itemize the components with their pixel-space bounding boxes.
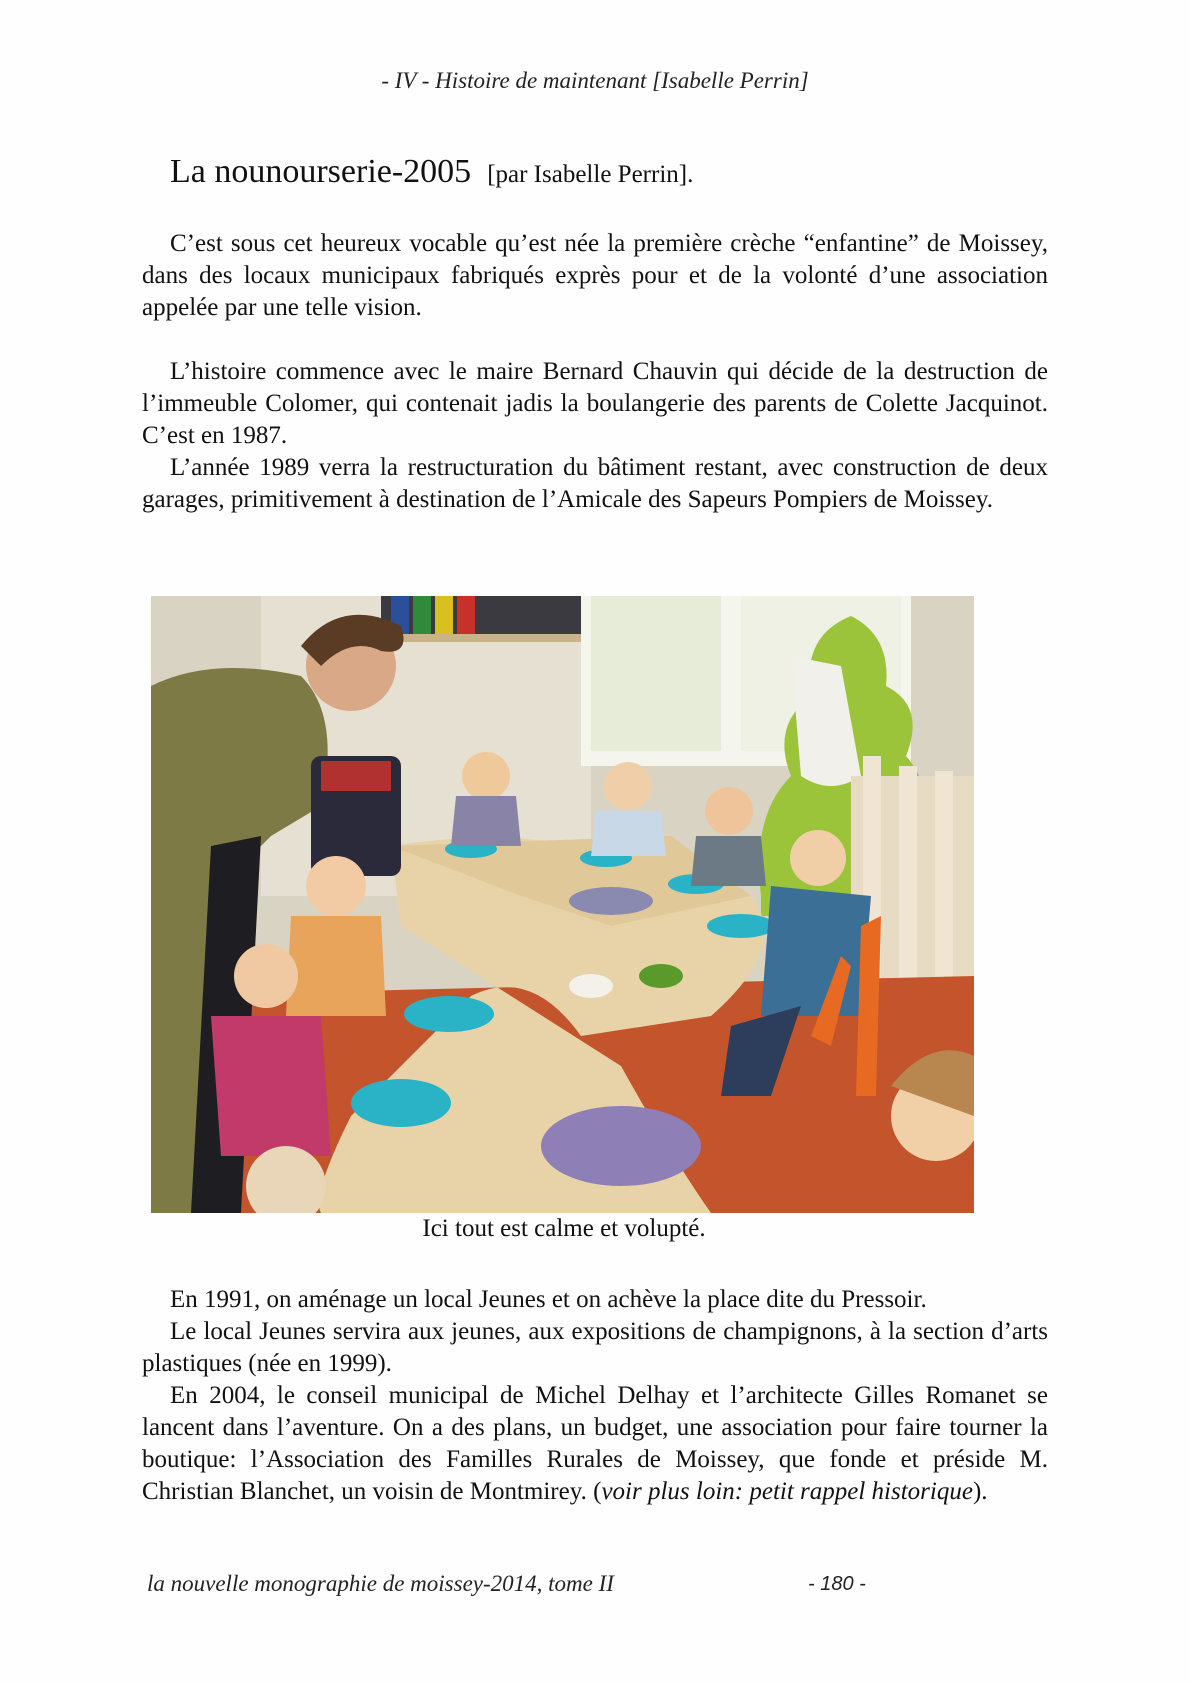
paragraph-2004-text: En 2004, le conseil municipal de Michel Delhay et l’architecte Gilles Romanet se lancent dans l’aventure. On a des plans, un budget, une association pour faire tourner la boutique: l’Association des Familles Rurales de Moissey, que fonde et préside M. Christian Blanchet, un voisin de Montmirey. ( [142, 1382, 1048, 1505]
running-header: - IV - Histoire de maintenant [Isabelle Perrin] [381, 68, 809, 93]
figure-caption: Ici tout est calme et volupté. [422, 1215, 706, 1242]
page-number: - 180 - [808, 1573, 866, 1595]
paragraph-history: L’histoire commence avec le maire Bernard Chauvin qui décide de la destruction de l’immeuble Colomer, qui contenait jadis la boulangerie des parents de Colette Jacquinot. C’est en 1987. [142, 358, 1048, 449]
see-further-note: voir plus loin: petit rappel historique [601, 1478, 973, 1505]
article-byline: [par Isabelle Perrin]. [487, 161, 694, 188]
paragraph-2004 [142, 1380, 1048, 1508]
nursery-photo [151, 596, 974, 1213]
paragraph-1989: L’année 1989 verra la restructuration du bâtiment restant, avec construction de deux garages, primitivement à destination de l’Amicale des Sapeurs Pompiers de Moissey. [142, 454, 1048, 513]
paragraph-intro: C’est sous cet heureux vocable qu’est née la première crèche “enfantine” de Moissey, dans des locaux municipaux fabriqués exprès pour et de la volonté d’une association appelée par une telle vision. [142, 230, 1048, 321]
paragraph-1991: En 1991, on aménage un local Jeunes et on achève la place dite du Pressoir. [170, 1286, 927, 1313]
paragraph-local-jeunes: Le local Jeunes servira aux jeunes, aux expositions de champignons, à la section d’arts plastiques (née en 1999). [142, 1318, 1048, 1377]
footer-book-title: la nouvelle monographie de moissey-2014, tome II [147, 1571, 614, 1596]
article-title-block [170, 153, 693, 191]
article-title: La nounourserie-2005 [170, 153, 472, 190]
paragraph-2004-closing: ). [972, 1478, 988, 1505]
